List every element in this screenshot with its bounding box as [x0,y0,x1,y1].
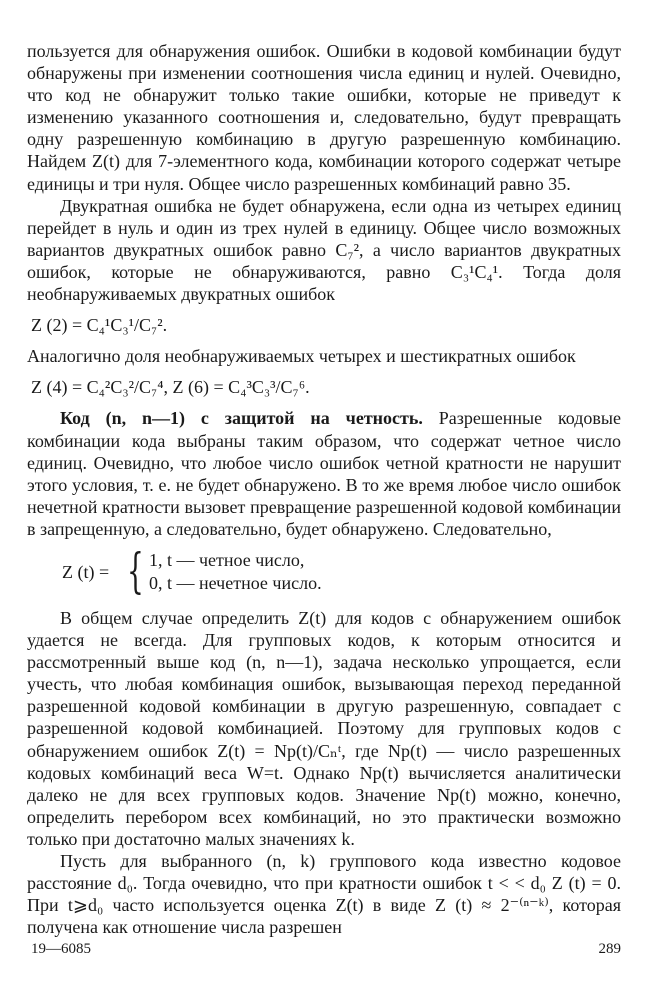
paragraph-4 [27,407,621,540]
paragraph-5: В общем случае определить Z(t) для кодов с обнаружением ошибок удается не всегда. Для групповых кодов, к которым относится и рассмотренный выше код (n, n—1), задача несколько упрощается, если учесть, что любая комбинация ошибок, вызывающая переход переданной разрешенной кодовой комбинации в другую разрешенную, совпадает с разрешенной кодовой комбинацией. Поэтому для групповых кодов с обнаружением ошибок Z(t) = Nр(t)/Cₙᵗ, где Nр(t) — число разрешенных кодовых комбинаций веса W=t. Однако Nр(t) вычисляется аналитически далеко не для всех групповых кодов. Значение Nр(t) можно, конечно, определить перебором всех комбинаций, но это практически возможно только при достаточно малых значениях k. [27,607,621,849]
printer-signature: 19—6085 [31,941,91,957]
paragraph-4-text: Разрешенные кодовые комбинации кода выбраны таким образом, что содержат четное число единиц. Очевидно, что любое число ошибок четной кратности не нарушит этого условия, т. е. не будет обнаружено. В то же время любое число ошибок нечетной кратности вызовет превращение разрешенной кодовой комбинации в запрещенную, а следовательно, будет обнаружено. Следовательно, [27,408,622,539]
piecewise-formula [27,542,621,599]
case-odd: 0, t — нечетное число. [149,572,322,593]
formula-lhs: Z (t) = [62,561,110,582]
formula-z4-z6: Z (4) = C₄²C₃²/C₇⁴, Z (6) = C₄³C₃³/C₇⁶. [31,377,310,398]
case-even: 1, t — четное число, [149,549,305,570]
formula-z2: Z (2) = C₄¹C₃¹/C₇². [31,315,168,336]
section-heading: Код (n, n—1) с защитой на четность. [60,408,423,429]
page-number: 289 [598,941,621,957]
paragraph-1: пользуется для обнаружения ошибок. Ошибки в кодовой комбинации будут обнаружены при изменении соотношения числа единиц и нулей. Очевидно, что код не обнаружит только такие ошибки, которые не приведут к изменению указанного соотношения и, следовательно, будут превращать одну разрешенную комбинацию в другую разрешенную комбинацию. Найдем Z(t) для 7-элементного кода, комбинации которого содержат четыре единицы и три нуля. Общее число разрешенных комбинаций равно 35. [27,41,621,194]
brace-symbol: { [127,542,144,599]
paragraph-6: Пусть для выбранного (n, k) группового кода известно кодовое расстояние d₀. Тогда очевидно, что при кратности ошибок t < < d₀ Z (t) = 0. При t⩾d₀ часто используется оценка Z(t) в виде Z (t) ≈ 2⁻⁽ⁿ⁻ᵏ⁾, которая получена как отношение числа разрешен [27,851,621,938]
paragraph-2: Двукратная ошибка не будет обнаружена, если одна из четырех единиц перейдет в нуль и один из трех нулей в единицу. Общее число возможных вариантов двукратных ошибок равно C₇², а число вариантов двукратных ошибок, которые не обнаруживаются, равно C₃¹C₄¹. Тогда доля необнаруживаемых двукратных ошибок [27,195,621,305]
paragraph-3: Аналогично доля необнаруживаемых четырех и шестикратных ошибок [27,346,576,367]
page-body [27,40,621,938]
